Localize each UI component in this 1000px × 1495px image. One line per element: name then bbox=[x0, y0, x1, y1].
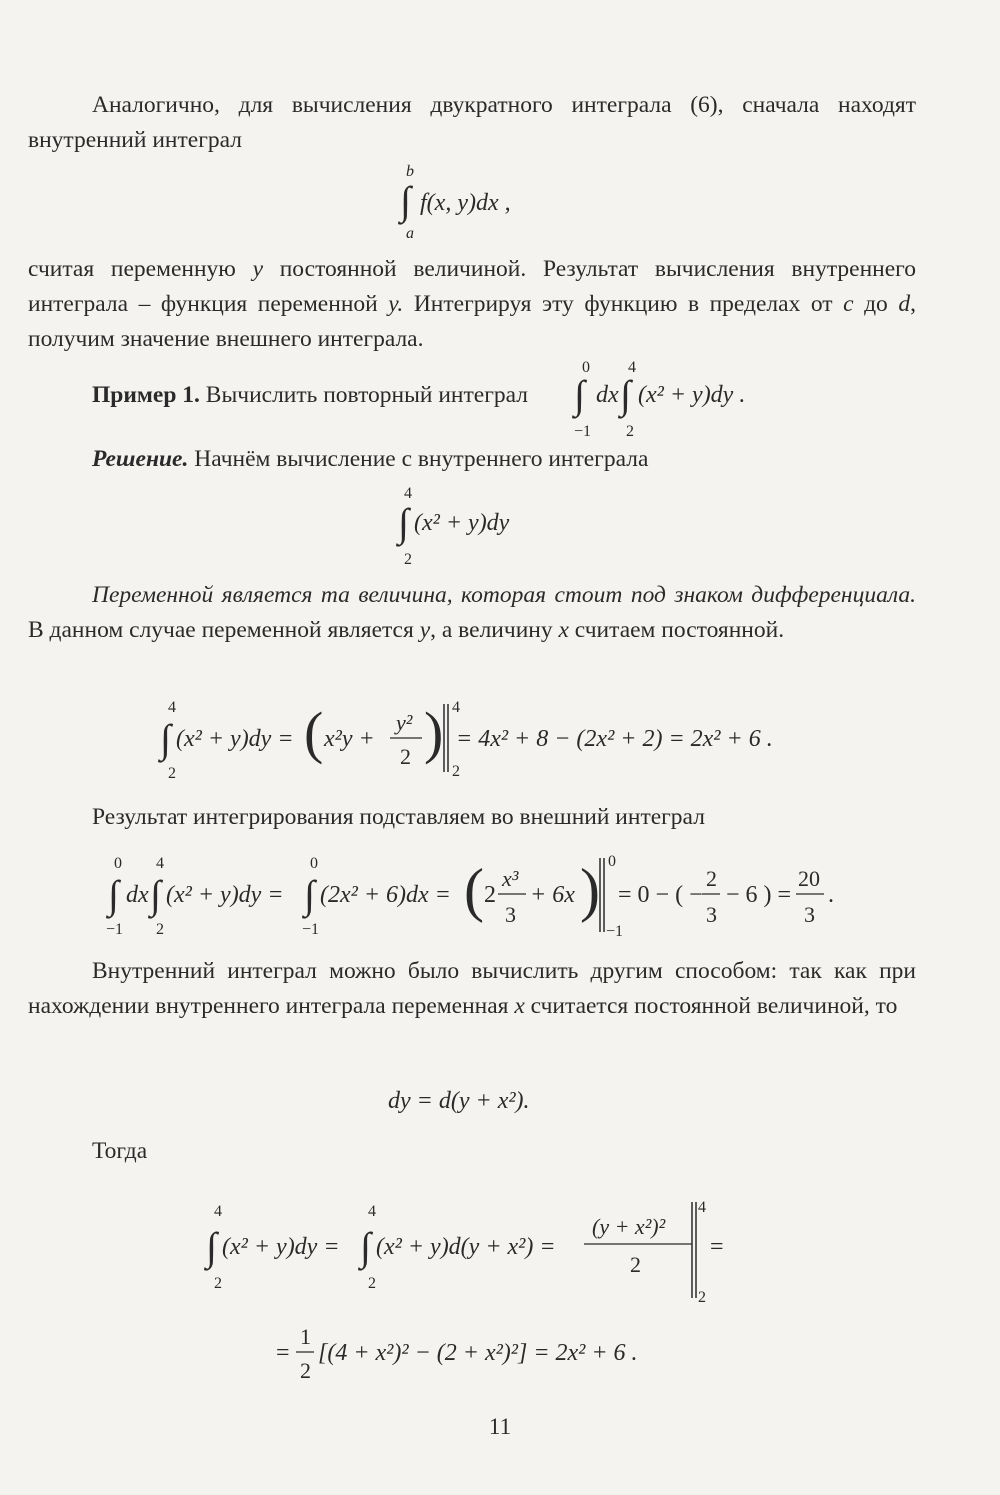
svg-text:(x² + y)dy: (x² + y)dy bbox=[414, 510, 510, 536]
svg-text:−1: −1 bbox=[606, 923, 624, 940]
solution-heading: Решение. Начнём вычисление с внутреннего интеграла bbox=[92, 446, 649, 472]
svg-text:.: . bbox=[828, 882, 834, 908]
svg-text:3: 3 bbox=[505, 902, 516, 927]
example-label: Пример 1. bbox=[92, 382, 200, 408]
svg-text:2: 2 bbox=[698, 1289, 706, 1306]
svg-text:dx: dx bbox=[596, 382, 619, 408]
solution-label: Решение. bbox=[92, 446, 189, 472]
svg-text:−1: −1 bbox=[574, 423, 592, 440]
integral-sign: ∫ bbox=[400, 178, 411, 223]
paragraph-text: Аналогично, для вычисления двукратного интеграла (6), сначала находят внутренний интеграл bbox=[28, 92, 916, 153]
formula-inner-evaluation bbox=[160, 696, 800, 788]
svg-text:2: 2 bbox=[452, 763, 460, 780]
svg-text:− 6 ) =: − 6 ) = bbox=[726, 882, 792, 908]
svg-text:−1: −1 bbox=[302, 921, 320, 938]
svg-text:[(4 + x²)² − (2 + x²)²] = 2x²: [(4 + x²)² − (2 + x²)²] = 2x² + 6 . bbox=[318, 1340, 638, 1366]
svg-text:3: 3 bbox=[804, 902, 815, 927]
svg-text:dx: dx bbox=[126, 882, 149, 908]
svg-text:(x² + y)dy =: (x² + y)dy = bbox=[166, 882, 284, 908]
svg-text:0: 0 bbox=[608, 853, 616, 870]
right-paren: ) bbox=[580, 857, 600, 923]
upper-limit: b bbox=[406, 163, 414, 180]
integral-sign: ∫ bbox=[206, 1224, 217, 1269]
svg-text:y²: y² bbox=[396, 710, 413, 735]
paragraph-substitute: Результат интегрирования подставляем во внешний интеграл bbox=[92, 804, 705, 830]
svg-text:x³: x³ bbox=[502, 866, 519, 891]
svg-text:+ 6x: + 6x bbox=[530, 882, 575, 908]
left-paren: ( bbox=[304, 700, 324, 765]
svg-text:2: 2 bbox=[484, 882, 496, 908]
formula-differential bbox=[388, 1074, 588, 1124]
svg-text:4: 4 bbox=[156, 855, 164, 872]
integral-sign: ∫ bbox=[574, 372, 585, 417]
right-paren: ) bbox=[424, 700, 444, 765]
svg-text:4: 4 bbox=[628, 359, 636, 376]
svg-text:= 4x² + 8 − (2x² + 2) = 2x² +: = 4x² + 8 − (2x² + 2) = 2x² + 6 . bbox=[456, 726, 773, 752]
paragraph-then: Тогда bbox=[92, 1138, 148, 1164]
svg-text:2: 2 bbox=[168, 765, 176, 782]
paragraph-alternative-method: Внутренний интеграл можно было вычислить другим способом: так как при нахождении внутреннего интеграла переменная x считается постоянной величиной, то bbox=[28, 958, 916, 1019]
svg-text:2: 2 bbox=[404, 551, 412, 568]
svg-text:4: 4 bbox=[404, 485, 412, 502]
svg-text:(x² + y)dy =: (x² + y)dy = bbox=[176, 726, 294, 752]
formula-final-result bbox=[276, 1322, 696, 1392]
paragraph-intro bbox=[28, 88, 916, 158]
integral-sign: ∫ bbox=[620, 372, 631, 417]
svg-text:0: 0 bbox=[310, 855, 318, 872]
svg-text:−1: −1 bbox=[106, 921, 124, 938]
paragraph-y-constant: считая переменную y постоянной величиной. Результат вычисления внутреннего интеграла – функция переменной y. Интегрируя эту функцию в пределах от c до d, получим значение внешнего интеграла. bbox=[28, 256, 916, 352]
svg-text:2: 2 bbox=[400, 744, 411, 769]
left-paren: ( bbox=[464, 857, 484, 923]
example-heading: Пример 1. Вычислить повторный интеграл bbox=[92, 382, 528, 408]
integral-sign: ∫ bbox=[150, 872, 161, 917]
svg-text:4: 4 bbox=[168, 699, 176, 716]
svg-text:1: 1 bbox=[300, 1324, 311, 1349]
svg-text:x²y +: x²y + bbox=[324, 726, 375, 752]
svg-text:(2x² + 6)dx =: (2x² + 6)dx = bbox=[320, 882, 451, 908]
svg-text:=: = bbox=[710, 1234, 724, 1260]
svg-text:4: 4 bbox=[698, 1199, 706, 1216]
svg-text:2: 2 bbox=[626, 423, 634, 440]
integral-sign: ∫ bbox=[398, 500, 409, 545]
svg-text:3: 3 bbox=[706, 902, 717, 927]
svg-text:0: 0 bbox=[114, 855, 122, 872]
svg-text:4: 4 bbox=[452, 699, 460, 716]
integral-sign: ∫ bbox=[160, 716, 171, 761]
svg-text:4: 4 bbox=[214, 1203, 222, 1220]
formula-outer-evaluation bbox=[106, 852, 846, 948]
integral-sign: ∫ bbox=[108, 872, 119, 917]
svg-text:=: = bbox=[276, 1340, 290, 1366]
svg-text:2: 2 bbox=[368, 1275, 376, 1292]
svg-text:4: 4 bbox=[368, 1203, 376, 1220]
svg-text:(x² + y)dy =: (x² + y)dy = bbox=[222, 1234, 340, 1260]
integral-sign: ∫ bbox=[360, 1224, 371, 1269]
formula-substitution-method bbox=[206, 1198, 746, 1308]
page-number: 11 bbox=[488, 1414, 512, 1439]
formula-inner-integral-dx bbox=[398, 162, 558, 244]
formula-inner-integral-dy bbox=[398, 484, 558, 568]
svg-text:2: 2 bbox=[706, 866, 717, 891]
svg-text:(x² + y)d(y + x²) =: (x² + y)d(y + x²) = bbox=[376, 1234, 556, 1260]
paragraph-variable-definition: Переменной является та величина, которая стоит под знаком дифференциала. В данном случае переменной является y, а величину x считаем постоянной. bbox=[28, 582, 916, 643]
svg-text:(y + x²)²: (y + x²)² bbox=[592, 1214, 666, 1239]
integrand: f(x, y)dx , bbox=[420, 190, 511, 216]
svg-text:(x² + y)dy .: (x² + y)dy . bbox=[638, 382, 746, 408]
lower-limit: a bbox=[406, 225, 414, 242]
integral-sign: ∫ bbox=[304, 872, 315, 917]
svg-text:2: 2 bbox=[214, 1275, 222, 1292]
svg-text:2: 2 bbox=[630, 1252, 641, 1277]
svg-text:20: 20 bbox=[798, 866, 820, 891]
svg-text:0: 0 bbox=[582, 359, 590, 376]
svg-text:2: 2 bbox=[156, 921, 164, 938]
svg-text:2: 2 bbox=[300, 1358, 311, 1383]
svg-text:= 0 − ( −: = 0 − ( − bbox=[618, 882, 703, 908]
svg-text:dy = d(y + x²).: dy = d(y + x²). bbox=[388, 1088, 530, 1114]
formula-example-integral bbox=[572, 356, 782, 440]
